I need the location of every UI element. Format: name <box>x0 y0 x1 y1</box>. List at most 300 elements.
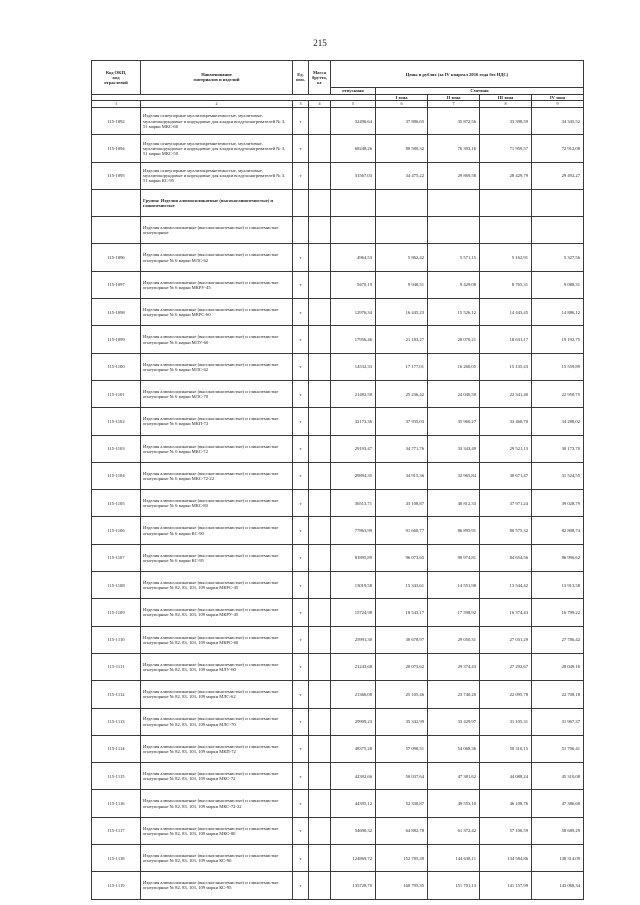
table-row <box>92 189 584 216</box>
table-row <box>92 408 584 435</box>
row-zone-2 <box>428 189 480 216</box>
row-zone-1: 34 771,76 <box>376 435 428 462</box>
header-zone-2: II зона <box>428 94 480 101</box>
row-zone-4: 5 327,56 <box>532 244 584 271</box>
row-mass <box>309 135 331 162</box>
row-name: Изделия алюмосиликатные (высокоглиноземистые) и глиноземистые огнеупорные № 82, 83, 103, 109 марки МКРС-60 <box>141 626 293 653</box>
row-mass <box>309 435 331 462</box>
row-unit: т <box>293 872 309 899</box>
row-zone-2: 33 429,97 <box>428 708 480 735</box>
row-name: Изделия алюмосиликатные (высокоглиноземистые) и глиноземистые огнеупорные № 6 марки КС-95 <box>141 544 293 571</box>
header-mass: Масса брутто, кг <box>309 61 331 95</box>
header-zone-4: IV зона <box>532 94 584 101</box>
row-mass <box>309 763 331 790</box>
row-code: 115-1103 <box>92 435 141 462</box>
row-code: 115-1116 <box>92 790 141 817</box>
row-zone-3: 37 971,24 <box>480 490 532 517</box>
row-zone-3 <box>480 189 532 216</box>
column-number: 5 <box>331 101 376 108</box>
row-zone-2: 33 343,49 <box>428 435 480 462</box>
row-zone-1: 80 580,32 <box>376 135 428 162</box>
row-price: 12976,34 <box>331 299 376 326</box>
row-zone-4: 138 314,09 <box>532 845 584 872</box>
row-price: 81895,89 <box>331 544 376 571</box>
row-zone-2: 9 429,08 <box>428 271 480 298</box>
row-mass <box>309 380 331 407</box>
row-zone-4: 28 049,16 <box>532 653 584 680</box>
row-zone-2: 14 551,98 <box>428 572 480 599</box>
row-unit: т <box>293 626 309 653</box>
row-zone-2: 5 571,15 <box>428 244 480 271</box>
row-name: Группа: Изделия алюмосиликатные (высокоглиноземистые) и глиноземистые <box>141 189 293 216</box>
row-code: 115-1112 <box>92 681 141 708</box>
row-zone-3: 18 631,17 <box>480 326 532 353</box>
row-zone-3: 27 031,29 <box>480 626 532 653</box>
row-zone-4: 27 786,42 <box>532 626 584 653</box>
row-zone-1: 9 948,51 <box>376 271 428 298</box>
row-zone-1: 5 862,42 <box>376 244 428 271</box>
table-body <box>92 108 584 900</box>
row-zone-3: 57 106,59 <box>480 817 532 844</box>
row-mass <box>309 217 331 244</box>
row-code: 115-1104 <box>92 462 141 489</box>
row-code: 115-1095 <box>92 162 141 189</box>
row-name: Изделия алюмосиликатные (высокоглиноземистые) и глиноземистые огнеупорные № 6 марки МКС-72 <box>141 435 293 462</box>
row-name: Изделия огнеупорные муллитокремнеземистые, муллитовые, муллитокорундовые и корундовые для кладки воздухонагревателей № 3, 51 марки КС-95 <box>141 162 293 189</box>
table-row <box>92 626 584 653</box>
header-zones: Сметная <box>376 88 584 95</box>
row-mass <box>309 517 331 544</box>
row-zone-2: 151 701,13 <box>428 872 480 899</box>
row-zone-4: 30 173,70 <box>532 435 584 462</box>
table-row <box>92 872 584 899</box>
table-row <box>92 572 584 599</box>
row-price: 135728,70 <box>331 872 376 899</box>
row-zone-2: 15 526,12 <box>428 299 480 326</box>
row-zone-2: 61 372,42 <box>428 817 480 844</box>
row-mass <box>309 162 331 189</box>
row-code <box>92 189 141 216</box>
row-mass <box>309 271 331 298</box>
row-name: Изделия алюмосиликатные (высокоглиноземистые) и глиноземистые огнеупорные № 6 марки МКРУ-45 <box>141 271 293 298</box>
column-number: 7 <box>428 101 480 108</box>
header-code: Код ОКП, код отраслевой <box>92 61 141 95</box>
table-row <box>92 271 584 298</box>
page-number: 215 <box>313 38 327 48</box>
row-zone-4: 58 689,29 <box>532 817 584 844</box>
row-zone-3: 14 443,45 <box>480 299 532 326</box>
column-number: 6 <box>376 101 428 108</box>
row-mass <box>309 708 331 735</box>
row-price: 44395,12 <box>331 790 376 817</box>
row-unit: т <box>293 572 309 599</box>
row-name: Изделия алюмосиликатные (высокоглиноземистые) и глиноземистые огнеупорные № 6 марки МКС-72-22 <box>141 462 293 489</box>
header-total: отпускная <box>331 88 376 95</box>
row-zone-3: 80 575,32 <box>480 517 532 544</box>
header-price-group: Цены в рублях (за IV квартал 2016 года без НДС) <box>331 61 584 88</box>
row-name: Изделия огнеупорные муллитокремнеземистые, муллитовые, муллитокорундовые и корундовые для кладки воздухонагревателей № 3, 51 марки МКС-50 <box>141 135 293 162</box>
row-unit: т <box>293 708 309 735</box>
row-mass <box>309 108 331 135</box>
row-mass <box>309 544 331 571</box>
table-row <box>92 790 584 817</box>
row-zone-3: 8 765,31 <box>480 271 532 298</box>
row-name: Изделия алюмосиликатные (высокоглиноземистые) и глиноземистые огнеупорные № 82, 83, 103, 109 марки МКС-72-22 <box>141 790 293 817</box>
table-row <box>92 380 584 407</box>
row-price: 14532,33 <box>331 353 376 380</box>
row-code: 115-1102 <box>92 408 141 435</box>
row-mass <box>309 735 331 762</box>
row-zone-1: 30 678,97 <box>376 626 428 653</box>
row-code: 115-1118 <box>92 845 141 872</box>
row-zone-2: 35 872,56 <box>428 108 480 135</box>
column-number: 1 <box>92 101 141 108</box>
row-zone-1: 15 343,61 <box>376 572 428 599</box>
row-zone-4: 72 912,08 <box>532 135 584 162</box>
row-mass <box>309 408 331 435</box>
row-name: Изделия алюмосиликатные (высокоглиноземистые) и глиноземистые огнеупорные № 82, 83, 103, 109 марки МКС-72 <box>141 763 293 790</box>
row-zone-4: 51 706,41 <box>532 735 584 762</box>
row-name: Изделия алюмосиликатные (высокоглиноземистые) и глиноземистые огнеупорные № 82, 83, 103, 109 марки КС-95 <box>141 872 293 899</box>
row-mass <box>309 681 331 708</box>
row-zone-1: 20 073,62 <box>376 653 428 680</box>
row-mass <box>309 299 331 326</box>
column-number: 2 <box>141 101 293 108</box>
row-mass <box>309 599 331 626</box>
table-row <box>92 817 584 844</box>
price-table <box>91 60 584 900</box>
row-zone-2: 40 812,33 <box>428 490 480 517</box>
row-mass <box>309 817 331 844</box>
row-zone-2: 144 638,11 <box>428 845 480 872</box>
row-unit: т <box>293 271 309 298</box>
column-number: 3 <box>293 101 309 108</box>
row-price: 77863,99 <box>331 517 376 544</box>
row-code <box>92 217 141 244</box>
table-row <box>92 544 584 571</box>
row-unit: т <box>293 380 309 407</box>
row-zone-3: 46 108,76 <box>480 790 532 817</box>
row-mass <box>309 490 331 517</box>
row-zone-1: 160 795,35 <box>376 872 428 899</box>
row-unit: т <box>293 735 309 762</box>
row-zone-1: 17 177,01 <box>376 353 428 380</box>
row-zone-3: 15 135,43 <box>480 353 532 380</box>
row-price: 29193,47 <box>331 435 376 462</box>
table-row <box>92 708 584 735</box>
row-zone-4: 31 967,37 <box>532 708 584 735</box>
row-code: 115-1108 <box>92 572 141 599</box>
row-unit <box>293 217 309 244</box>
row-zone-4: 34 345,52 <box>532 108 584 135</box>
row-zone-3: 141 157,99 <box>480 872 532 899</box>
row-zone-1: 152 785,39 <box>376 845 428 872</box>
row-price: 13019,58 <box>331 572 376 599</box>
row-code: 115-1099 <box>92 326 141 353</box>
table-row <box>92 108 584 135</box>
row-zone-4: 34 288,02 <box>532 408 584 435</box>
row-zone-3: 44 088,24 <box>480 763 532 790</box>
row-zone-4: 45 310,08 <box>532 763 584 790</box>
row-zone-3: 22 341,40 <box>480 380 532 407</box>
row-zone-1: 16 445,23 <box>376 299 428 326</box>
row-name: Изделия алюмосиликатные (высокоглиноземистые) и глиноземистые огнеупорные № 82, 83, 103, 109 марки МЛС-62 <box>141 681 293 708</box>
row-zone-3: 29 521,13 <box>480 435 532 462</box>
table-row <box>92 681 584 708</box>
row-zone-4: 31 524,55 <box>532 462 584 489</box>
row-code: 115-1092 <box>92 108 141 135</box>
table-row <box>92 326 584 353</box>
header-unit: Ед. изм. <box>293 61 309 95</box>
column-number: 9 <box>532 101 584 108</box>
table-row <box>92 135 584 162</box>
row-price: 54690,32 <box>331 817 376 844</box>
row-code: 115-1107 <box>92 544 141 571</box>
row-zone-3 <box>480 217 532 244</box>
row-name: Изделия алюмосиликатные (высокоглиноземистые) и глиноземистые огнеупорные № 82, 83, 103, 109 марки МЛС-70 <box>141 708 293 735</box>
row-code: 115-1117 <box>92 817 141 844</box>
row-code: 115-1098 <box>92 299 141 326</box>
row-zone-1 <box>376 217 428 244</box>
row-unit: т <box>293 817 309 844</box>
row-zone-4: 143 068,34 <box>532 872 584 899</box>
row-code: 115-1101 <box>92 380 141 407</box>
row-price: 48375,28 <box>331 735 376 762</box>
row-zone-1: 57 098,51 <box>376 735 428 762</box>
row-zone-1: 35 342,99 <box>376 708 428 735</box>
row-price: 15724,98 <box>331 599 376 626</box>
row-zone-2 <box>428 217 480 244</box>
row-zone-2: 76 393,16 <box>428 135 480 162</box>
table-row <box>92 517 584 544</box>
row-unit: т <box>293 681 309 708</box>
row-code: 115-1106 <box>92 517 141 544</box>
row-unit: т <box>293 135 309 162</box>
row-name: Изделия алюмосиликатные (высокоглиноземистые) и глиноземистые огнеупорные № 6 марки МКС-80 <box>141 490 293 517</box>
row-price: 42392,66 <box>331 763 376 790</box>
row-unit: т <box>293 435 309 462</box>
table-row <box>92 217 584 244</box>
row-zone-4: 39 028,79 <box>532 490 584 517</box>
row-unit: т <box>293 490 309 517</box>
row-code: 115-1110 <box>92 626 141 653</box>
row-price: 31567,03 <box>331 162 376 189</box>
row-code: 115-1094 <box>92 135 141 162</box>
row-price: 29894,35 <box>331 462 376 489</box>
row-zone-2: 16 260,05 <box>428 353 480 380</box>
row-name: Изделия алюмосиликатные (высокоглиноземистые) и глиноземистые огнеупорные № 82, 83, 103, 109 марки МКС-80 <box>141 817 293 844</box>
row-price: 9470,19 <box>331 271 376 298</box>
row-zone-4: 9 088,31 <box>532 271 584 298</box>
table-row <box>92 162 584 189</box>
row-zone-3: 5 162,91 <box>480 244 532 271</box>
row-code: 115-1096 <box>92 244 141 271</box>
table-row <box>92 653 584 680</box>
row-price: 17956,46 <box>331 326 376 353</box>
row-price <box>331 217 376 244</box>
row-unit: т <box>293 408 309 435</box>
row-zone-2: 29 374,43 <box>428 653 480 680</box>
table-row <box>92 763 584 790</box>
row-mass <box>309 653 331 680</box>
table-row <box>92 735 584 762</box>
row-mass <box>309 244 331 271</box>
row-mass <box>309 872 331 899</box>
row-zone-3: 134 584,86 <box>480 845 532 872</box>
row-name: Изделия алюмосиликатные (высокоглиноземистые) и глиноземистые огнеупорные № 6 марки МЛУ-60 <box>141 326 293 353</box>
row-unit: т <box>293 653 309 680</box>
row-name: Изделия алюмосиликатные (высокоглиноземистые) и глиноземистые огнеупорные № 6 марки МЛС-62 <box>141 353 293 380</box>
row-price <box>331 189 376 216</box>
row-zone-2: 90 974,81 <box>428 544 480 571</box>
row-unit: т <box>293 162 309 189</box>
row-unit: т <box>293 599 309 626</box>
row-zone-2: 20 070,21 <box>428 326 480 353</box>
row-code: 115-1119 <box>92 872 141 899</box>
row-price: 32173,36 <box>331 408 376 435</box>
row-unit <box>293 189 309 216</box>
row-zone-1: 43 108,87 <box>376 490 428 517</box>
row-price: 21366,00 <box>331 681 376 708</box>
row-name: Изделия алюмосиликатные (высокоглиноземистые) и глиноземистые огнеупорные № 6 марки МЛС-62 <box>141 244 293 271</box>
row-unit: т <box>293 845 309 872</box>
row-mass <box>309 845 331 872</box>
row-zone-2: 24 040,50 <box>428 380 480 407</box>
row-unit: т <box>293 326 309 353</box>
table-row <box>92 435 584 462</box>
row-zone-1: 64 882,78 <box>376 817 428 844</box>
row-zone-1: 21 183,27 <box>376 326 428 353</box>
row-price: 124869,72 <box>331 845 376 872</box>
row-zone-3: 33 460,70 <box>480 408 532 435</box>
row-zone-1: 25 105,46 <box>376 681 428 708</box>
row-zone-4 <box>532 217 584 244</box>
row-zone-1: 37 886,65 <box>376 108 428 135</box>
row-zone-1: 91 660,77 <box>376 517 428 544</box>
row-code: 115-1097 <box>92 271 141 298</box>
column-number: 4 <box>309 101 331 108</box>
row-mass <box>309 326 331 353</box>
row-zone-4: 86 996,62 <box>532 544 584 571</box>
header-name: Наименование материалов и изделий <box>141 61 293 95</box>
row-zone-1: 96 073,65 <box>376 544 428 571</box>
table-row <box>92 599 584 626</box>
row-zone-2: 47 381,62 <box>428 763 480 790</box>
row-zone-4: 15 559,89 <box>532 353 584 380</box>
row-price: 32496,64 <box>331 108 376 135</box>
row-price: 21243,68 <box>331 653 376 680</box>
row-code: 115-1114 <box>92 735 141 762</box>
table-row <box>92 845 584 872</box>
row-zone-3: 84 654,56 <box>480 544 532 571</box>
row-code: 115-1115 <box>92 763 141 790</box>
row-name: Изделия алюмосиликатные (высокоглиноземистые) и глиноземистые огнеупорные № 6 марки КС-90 <box>141 517 293 544</box>
table-row <box>92 353 584 380</box>
row-name: Изделия алюмосиликатные (высокоглиноземистые) и глиноземистые огнеупорные № 82, 83, 103, 109 марки МКРУ-45 <box>141 599 293 626</box>
row-zone-2: 23 740,20 <box>428 681 480 708</box>
row-unit: т <box>293 353 309 380</box>
column-number: 8 <box>480 101 532 108</box>
row-zone-1: 50 037,64 <box>376 763 428 790</box>
row-code: 115-1111 <box>92 653 141 680</box>
row-zone-1: 34 915,36 <box>376 462 428 489</box>
row-price: 68248,26 <box>331 135 376 162</box>
row-price: 29909,23 <box>331 708 376 735</box>
table-row <box>92 490 584 517</box>
row-zone-3: 33 398,59 <box>480 108 532 135</box>
row-zone-4: 16 799,22 <box>532 599 584 626</box>
table-row <box>92 299 584 326</box>
row-zone-3: 27 292,67 <box>480 653 532 680</box>
row-zone-3: 31 105,31 <box>480 708 532 735</box>
row-name: Изделия алюмосиликатные (высокоглиноземистые) и глиноземистые огнеупорные № 6 марки МКРС-60 <box>141 299 293 326</box>
row-unit: т <box>293 299 309 326</box>
row-zone-1 <box>376 189 428 216</box>
row-code: 115-1100 <box>92 353 141 380</box>
row-zone-2: 32 965,84 <box>428 462 480 489</box>
row-name: Изделия алюмосиликатные (высокоглиноземистые) и глиноземистые огнеупорные № 82, 83, 103, 109 марки МЛУ-60 <box>141 653 293 680</box>
row-zone-3: 28 429,79 <box>480 162 532 189</box>
row-code: 115-1113 <box>92 708 141 735</box>
row-mass <box>309 626 331 653</box>
row-mass <box>309 572 331 599</box>
row-zone-4: 82 808,74 <box>532 517 584 544</box>
row-zone-4 <box>532 189 584 216</box>
row-zone-3: 22 095,78 <box>480 681 532 708</box>
row-zone-1: 18 543,17 <box>376 599 428 626</box>
row-price: 21482,50 <box>331 380 376 407</box>
row-unit: т <box>293 462 309 489</box>
row-code: 115-1109 <box>92 599 141 626</box>
row-mass <box>309 189 331 216</box>
row-zone-4: 19 192,75 <box>532 326 584 353</box>
row-code: 115-1105 <box>92 490 141 517</box>
row-zone-3: 16 374,43 <box>480 599 532 626</box>
row-unit: т <box>293 790 309 817</box>
row-zone-1: 25 236,42 <box>376 380 428 407</box>
row-zone-4: 47 386,68 <box>532 790 584 817</box>
row-zone-2: 29 050,31 <box>428 626 480 653</box>
row-zone-1: 52 330,87 <box>376 790 428 817</box>
row-name: Изделия алюмосиликатные (высокоглиноземистые) и глиноземистые огнеупорные № 82, 83, 103, 109 марки МКРС-45 <box>141 572 293 599</box>
row-zone-1: 37 935,03 <box>376 408 428 435</box>
row-zone-4: 22 708,18 <box>532 681 584 708</box>
row-name: Изделия огнеупорные муллитокремнеземистые, муллитовые, муллитокорундовые и корундовые для кладки воздухонагревателей № 3, 51 марки МКС-60 <box>141 108 293 135</box>
row-zone-2: 86 895,91 <box>428 517 480 544</box>
row-name: Изделия алюмосиликатные (высокоглиноземистые) и глиноземистые огнеупорные № 6 марки МЛС-70 <box>141 380 293 407</box>
row-unit: т <box>293 517 309 544</box>
row-mass <box>309 462 331 489</box>
row-zone-2: 49 553,10 <box>428 790 480 817</box>
row-mass <box>309 353 331 380</box>
row-name: Изделия алюмосиликатные (высокоглиноземистые) и глиноземистые огнеупорные № 82, 83, 103, 109 марки МКП-72 <box>141 735 293 762</box>
row-zone-4: 13 913,58 <box>532 572 584 599</box>
row-zone-4: 14 886,12 <box>532 299 584 326</box>
column-number-row <box>92 101 584 108</box>
row-mass <box>309 790 331 817</box>
row-zone-3: 50 310,15 <box>480 735 532 762</box>
row-zone-3: 13 544,42 <box>480 572 532 599</box>
row-zone-2: 17 598,92 <box>428 599 480 626</box>
row-zone-1: 34 475,22 <box>376 162 428 189</box>
row-name: Изделия алюмосиликатные (высокоглиноземистые) и глиноземистые огнеупорные № 6 марки МКП-72 <box>141 408 293 435</box>
header-zone-3: III зона <box>480 94 532 101</box>
row-zone-2: 29 869,58 <box>428 162 480 189</box>
row-zone-2: 35 960,27 <box>428 408 480 435</box>
row-unit: т <box>293 763 309 790</box>
row-zone-2: 54 068,36 <box>428 735 480 762</box>
row-unit: т <box>293 544 309 571</box>
